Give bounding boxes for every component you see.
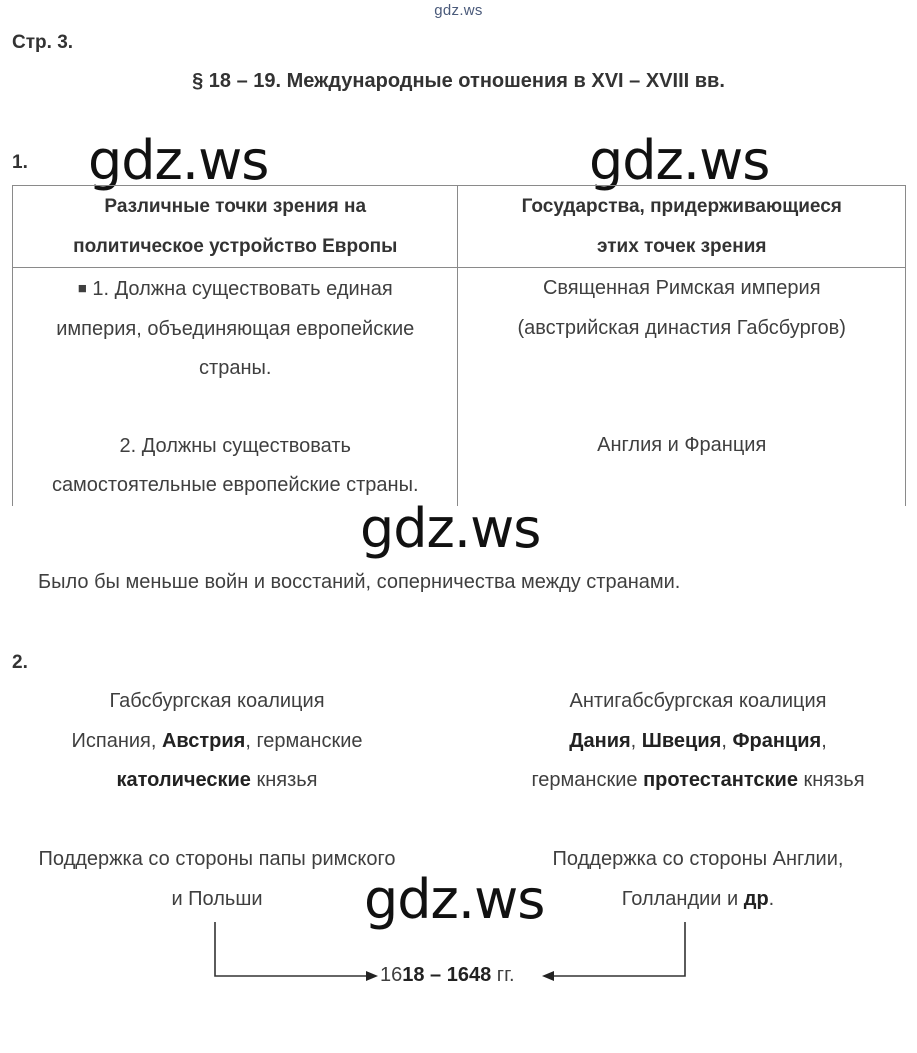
table-row — [13, 268, 906, 506]
war-dates: 1618 – 1648 гг. — [380, 964, 515, 986]
habsburg-members-line1: Испания, Австрия, германские — [71, 729, 363, 752]
section-title: § 18 – 19. Международные отношения в XVI – XVIII вв. — [192, 70, 725, 92]
comparison-table — [12, 185, 906, 506]
view-2: 2. Должны существовать самостоятельные европейские страны. — [51, 434, 419, 496]
watermark-4: gdz.ws — [364, 868, 545, 931]
habsburg-members-line2: католические князья — [116, 769, 318, 791]
habsburg-support: Поддержка со стороны папы римского и Польши — [38, 848, 396, 910]
anti-habsburg-members-line1: Дания, Швеция, Франция, — [569, 729, 827, 752]
arrow-right-icon — [366, 971, 378, 981]
states-1: Священная Римская империя (австрийская династия Габсбургов) — [517, 277, 846, 339]
task-1-answer: Было бы меньше войн и восстаний, соперничества между странами. — [38, 571, 681, 593]
habsburg-heading: Габсбургская коалиция — [109, 690, 325, 712]
bullet-icon: ■ — [77, 280, 87, 297]
watermark-3: gdz.ws — [360, 497, 541, 560]
watermark-small: gdz.ws — [434, 2, 483, 19]
view-1: ■ 1. Должна существовать единая империя, объединяющая европейские страны. — [56, 278, 415, 379]
anti-habsburg-heading: Антигабсбургская коалиция — [569, 690, 827, 712]
table-header-views: Различные точки зрения на политическое устройство Европы — [13, 186, 458, 268]
left-arrow-line — [215, 922, 368, 976]
task-1-number: 1. — [12, 152, 28, 173]
watermark-2: gdz.ws — [589, 129, 770, 192]
task-2-number: 2. — [12, 652, 28, 673]
anti-habsburg-coalition — [498, 682, 898, 801]
table-header-row — [13, 186, 906, 268]
watermark-1: gdz.ws — [88, 129, 269, 192]
arrow-left-icon — [542, 971, 554, 981]
table-header-states: Государства, придерживающиеся этих точек зрения — [458, 186, 906, 268]
table-cell-views — [13, 268, 458, 506]
anti-habsburg-support: Поддержка со стороны Англии, Голландии и др. — [552, 848, 844, 910]
states-2: Англия и Франция — [597, 433, 767, 456]
habsburg-coalition — [17, 682, 417, 801]
table-cell-states — [458, 268, 906, 506]
anti-habsburg-members-line2: германские протестантские князья — [531, 769, 865, 791]
page-reference: Стр. 3. — [12, 32, 74, 53]
right-arrow-line — [552, 922, 685, 976]
